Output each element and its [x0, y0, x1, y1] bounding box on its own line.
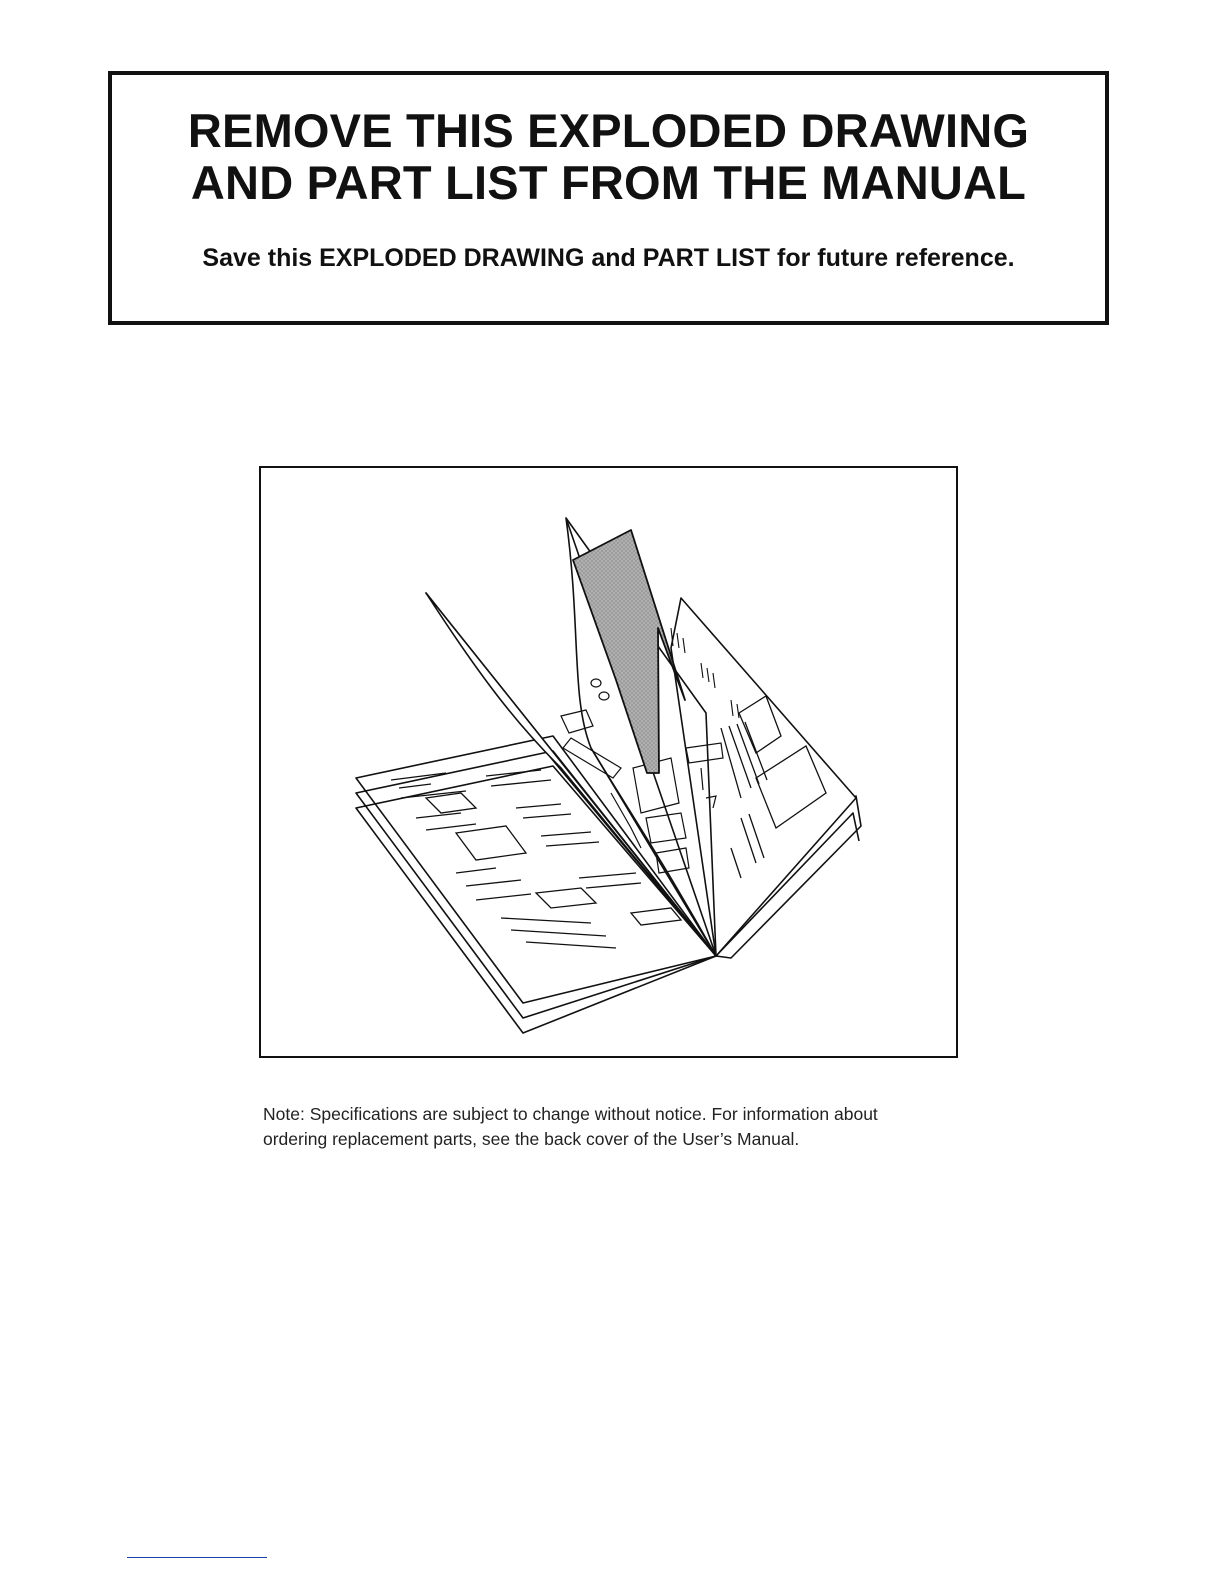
notice-subtitle: Save this EXPLODED DRAWING and PART LIST for future reference. — [202, 244, 1015, 272]
manual-page-removal-icon — [261, 468, 956, 1056]
footer-rule — [127, 1557, 267, 1558]
notice-box — [108, 71, 1109, 325]
notice-title — [112, 105, 1105, 209]
note-text — [263, 1102, 983, 1152]
note-line-1: Note: Specifications are subject to change without notice. For information about — [263, 1104, 878, 1124]
notice-title-line-1: REMOVE THIS EXPLODED DRAWING — [187, 104, 1030, 157]
note-line-2: ordering replacement parts, see the back cover of the User’s Manual. — [263, 1129, 800, 1149]
illustration-frame — [259, 466, 958, 1058]
notice-title-line-2: AND PART LIST FROM THE MANUAL — [190, 156, 1027, 209]
